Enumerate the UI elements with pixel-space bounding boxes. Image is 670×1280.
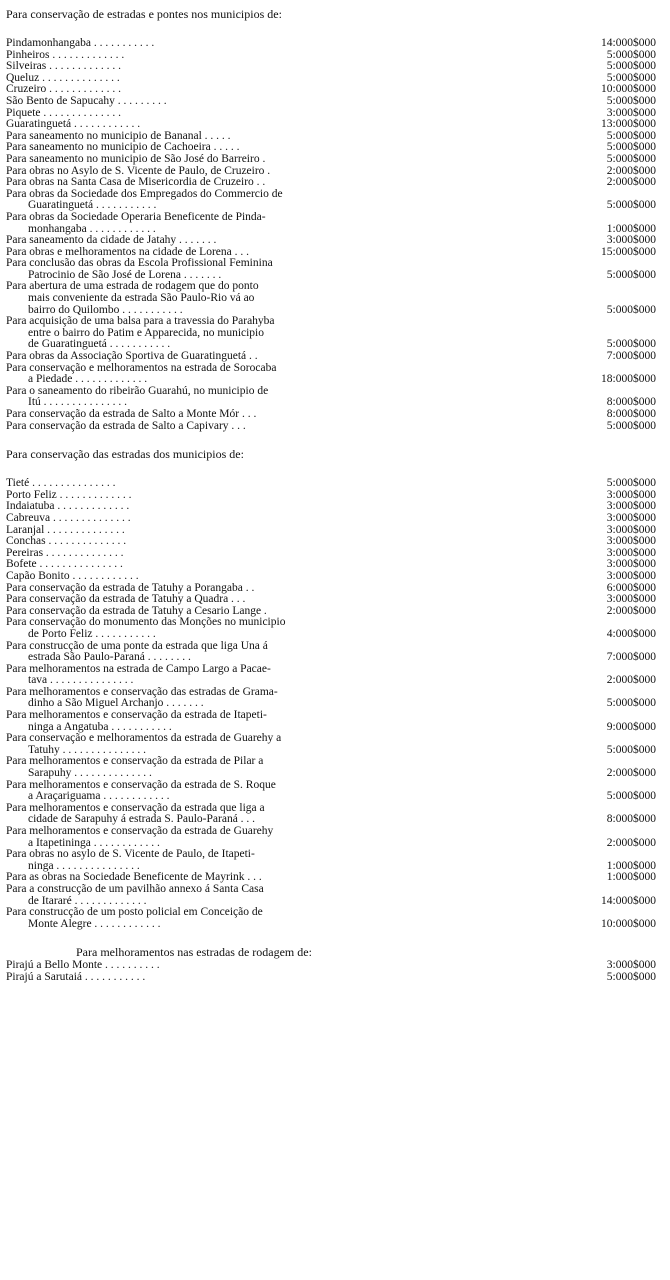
entry-description-line: estrada São Paulo-Paraná . . . . . . . . — [28, 652, 191, 664]
entry-description — [6, 154, 416, 166]
entry-description-line: Para conservação da estrada de Tatuhy a Cesario Lange . — [6, 605, 267, 617]
entry-description-line: Para obras da Sociedade dos Empregados do Commercio de — [6, 188, 283, 200]
entry-description — [6, 61, 416, 73]
entry-description-line: Cruzeiro . . . . . . . . . . . . . — [6, 84, 121, 96]
entry-description-line: Porto Feliz . . . . . . . . . . . . . — [6, 489, 132, 501]
entry-description — [6, 536, 416, 548]
entry-description-line: Para conservação do monumento das Monções no municipio — [6, 617, 286, 629]
entry-description — [6, 583, 416, 595]
entry-amount: 3:000$000 — [606, 500, 656, 513]
budget-entry — [6, 131, 658, 143]
entry-amount: 3:000$000 — [606, 488, 656, 501]
entry-description-line: Para obras da Sociedade Operaria Beneficente de Pinda- — [6, 211, 266, 223]
entry-description-line: Monte Alegre . . . . . . . . . . . . — [28, 918, 161, 930]
entry-description — [6, 38, 416, 50]
budget-entry — [6, 641, 658, 664]
entry-amount: 5:000$000 — [606, 697, 656, 710]
entry-description-line: Guaratinguetá . . . . . . . . . . . — [28, 200, 157, 212]
entry-description-line: Para melhoramentos na estrada de Campo Largo a Pacae- — [6, 663, 271, 675]
budget-entry — [6, 142, 658, 154]
entry-description — [6, 84, 416, 96]
entry-amount: 14:000$000 — [601, 37, 656, 49]
entry-description-line: Tieté . . . . . . . . . . . . . . . — [6, 478, 116, 490]
budget-entry — [6, 664, 658, 687]
budget-entry — [6, 108, 658, 120]
entry-description-line: entre o bairro do Patim e Apparecida, no municipio — [28, 327, 265, 339]
entry-description — [6, 907, 416, 930]
entry-description — [6, 73, 416, 85]
entry-description — [6, 131, 416, 143]
entry-amount: 4:000$000 — [606, 627, 656, 640]
budget-entry — [6, 583, 658, 595]
budget-entry — [6, 281, 658, 316]
entry-amount: 5:000$000 — [606, 129, 656, 142]
entry-description — [6, 641, 416, 664]
entry-amount: 1:000$000 — [606, 222, 656, 235]
budget-entry — [6, 780, 658, 803]
entry-description-line: a Itapetininga . . . . . . . . . . . . — [28, 837, 160, 849]
section-heading-estradas-rodagem: Para melhoramentos nas estradas de rodagem de: — [76, 945, 312, 960]
entry-description-line: Para as obras na Sociedade Beneficente de Mayrink . . . — [6, 872, 262, 884]
entry-list-section-1 — [6, 38, 658, 432]
entry-amount: 8:000$000 — [606, 408, 656, 420]
budget-entry — [6, 826, 658, 849]
budget-entry — [6, 247, 658, 259]
budget-entry — [6, 756, 658, 779]
entry-description — [6, 803, 416, 826]
entry-amount: 3:000$000 — [606, 558, 656, 571]
budget-entry — [6, 212, 658, 235]
entry-description-line: Queluz . . . . . . . . . . . . . . — [6, 72, 120, 84]
entry-amount: 8:000$000 — [606, 813, 656, 826]
budget-entry — [6, 559, 658, 571]
entry-amount: 8:000$000 — [606, 396, 656, 409]
budget-entry — [6, 606, 658, 618]
entry-amount: 3:000$000 — [606, 959, 656, 972]
entry-description — [6, 780, 416, 803]
entry-description — [6, 559, 416, 571]
entry-description — [6, 258, 416, 281]
budget-entry — [6, 617, 658, 640]
entry-description — [6, 513, 416, 525]
entry-description — [6, 972, 416, 984]
section-heading-estradas-municipios: Para conservação das estradas dos municipios de: — [6, 447, 244, 462]
entry-description-line: bairro do Quilombo . . . . . . . . . . . — [28, 304, 183, 316]
entry-amount: 2:000$000 — [606, 604, 656, 617]
entry-description-line: Para obras da Associação Sportiva de Guaratinguetá . . — [6, 351, 258, 363]
budget-entry — [6, 501, 658, 513]
entry-description — [6, 409, 416, 421]
entry-description-line: dinho a São Miguel Archanjo . . . . . . . — [28, 698, 204, 710]
entry-description-line: Para conservação e melhoramentos na estrada de Sorocaba — [6, 362, 277, 374]
entry-amount: 5:000$000 — [606, 48, 656, 61]
entry-description-line: Pindamonhangaba . . . . . . . . . . . — [6, 38, 155, 49]
entry-description — [6, 756, 416, 779]
entry-description — [6, 50, 416, 62]
entry-amount: 3:000$000 — [606, 535, 656, 548]
entry-amount: 2:000$000 — [606, 674, 656, 687]
entry-description — [6, 386, 416, 409]
entry-description — [6, 872, 416, 884]
budget-entry — [6, 872, 658, 884]
entry-description — [6, 733, 416, 756]
entry-description — [6, 142, 416, 154]
entry-description-line: tava . . . . . . . . . . . . . . . — [28, 675, 134, 687]
entry-description-line: Para conservação da estrada de Tatuhy a Quadra . . . — [6, 594, 246, 606]
budget-entry — [6, 548, 658, 560]
entry-amount: 5:000$000 — [606, 141, 656, 154]
entry-amount: 5:000$000 — [606, 60, 656, 73]
entry-amount: 10:000$000 — [601, 917, 656, 930]
budget-entry — [6, 409, 658, 421]
entry-amount: 2:000$000 — [606, 176, 656, 189]
entry-description-line: Para saneamento no municipio de Bananal . . . . . — [6, 130, 231, 142]
entry-description-line: Capão Bonito . . . . . . . . . . . . — [6, 570, 139, 582]
entry-description — [6, 247, 416, 259]
entry-amount: 10:000$000 — [601, 83, 656, 96]
entry-amount: 5:000$000 — [606, 94, 656, 107]
budget-entry — [6, 61, 658, 73]
entry-amount: 7:000$000 — [606, 350, 656, 363]
entry-description-line: Para saneamento no municipio de São José do Barreiro . — [6, 153, 266, 165]
budget-entry — [6, 177, 658, 189]
entry-description-line: Patrocinio de São José de Lorena . . . . . . . — [28, 269, 222, 281]
entry-description-line: Piquete . . . . . . . . . . . . . . — [6, 107, 121, 119]
budget-entry — [6, 189, 658, 212]
entry-description — [6, 710, 416, 733]
entry-description — [6, 316, 416, 351]
entry-description-line: Para construcção de um posto policial em Conceição de — [6, 907, 263, 919]
entry-description-line: Para saneamento da cidade de Jatahy . . . . . . . — [6, 235, 217, 247]
entry-description — [6, 166, 416, 178]
entry-description-line: Pinheiros . . . . . . . . . . . . . — [6, 49, 125, 61]
budget-entry — [6, 235, 658, 247]
entry-description-line: ninga . . . . . . . . . . . . . . . — [28, 860, 140, 872]
entry-description — [6, 826, 416, 849]
entry-description — [6, 501, 416, 513]
entry-description-line: mais conveniente da estrada São Paulo-Rio vá ao — [28, 293, 255, 305]
entry-description-line: Para conclusão das obras da Escola Profissional Feminina — [6, 258, 273, 270]
entry-amount: 3:000$000 — [606, 593, 656, 606]
entry-description-line: a Piedade . . . . . . . . . . . . . — [28, 374, 148, 386]
entry-description — [6, 849, 416, 872]
budget-entry — [6, 571, 658, 583]
entry-description — [6, 490, 416, 502]
entry-description — [6, 594, 416, 606]
entry-description-line: de Itararé . . . . . . . . . . . . . — [28, 895, 147, 907]
entry-description — [6, 664, 416, 687]
entry-description-line: Itú . . . . . . . . . . . . . . . — [28, 397, 128, 409]
entry-amount: 3:000$000 — [606, 511, 656, 524]
entry-description — [6, 96, 416, 108]
budget-entry — [6, 50, 658, 62]
entry-amount: 2:000$000 — [606, 767, 656, 780]
entry-description-line: Silveiras . . . . . . . . . . . . . — [6, 61, 121, 73]
entry-description-line: Para melhoramentos e conservação da estrada que liga a — [6, 802, 265, 814]
budget-entry — [6, 119, 658, 131]
entry-description-line: Tatuhy . . . . . . . . . . . . . . . — [28, 744, 147, 756]
entry-description-line: Para melhoramentos e conservação da estrada de S. Roque — [6, 779, 276, 791]
entry-description-line: Para acquisição de uma balsa para a travessia do Parahyba — [6, 316, 275, 328]
entry-description-line: Para melhoramentos e conservação da estrada de Guarehy — [6, 826, 274, 837]
entry-description — [6, 212, 416, 235]
budget-entry — [6, 478, 658, 490]
entry-description-line: a Araçariguama . . . . . . . . . . . . — [28, 791, 170, 803]
budget-entry — [6, 351, 658, 363]
budget-entry — [6, 166, 658, 178]
entry-description-line: Para melhoramentos e conservação da estrada de Pilar a — [6, 756, 264, 768]
entry-description-line: Para melhoramentos e conservação da estrada de Itapeti- — [6, 710, 267, 722]
entry-description-line: Pirajú a Sarutaiá . . . . . . . . . . . — [6, 971, 146, 983]
entry-description-line: Pereiras . . . . . . . . . . . . . . — [6, 547, 124, 559]
budget-entry — [6, 96, 658, 108]
entry-amount: 5:000$000 — [606, 419, 656, 432]
budget-entry — [6, 316, 658, 351]
entry-amount: 1:000$000 — [606, 871, 656, 884]
entry-description — [6, 525, 416, 537]
entry-description — [6, 281, 416, 316]
entry-description-line: Para obras no asylo de S. Vicente de Paulo, de Itapeti- — [6, 849, 255, 861]
entry-amount: 13:000$000 — [601, 118, 656, 131]
entry-description — [6, 478, 416, 490]
entry-amount: 3:000$000 — [606, 234, 656, 247]
entry-description — [6, 108, 416, 120]
entry-description — [6, 617, 416, 640]
budget-entry — [6, 733, 658, 756]
entry-amount: 18:000$000 — [601, 373, 656, 386]
budget-entry — [6, 687, 658, 710]
entry-amount: 5:000$000 — [606, 268, 656, 281]
entry-description-line: cidade de Sarapuhy á estrada S. Paulo-Paraná . . . — [28, 814, 256, 826]
entry-amount: 3:000$000 — [606, 569, 656, 582]
entry-description — [6, 119, 416, 131]
entry-description-line: Para conservação da estrada de Salto a Monte Mór . . . — [6, 409, 257, 420]
entry-description-line: Guaratinguetá . . . . . . . . . . . . — [6, 119, 141, 131]
budget-entry — [6, 38, 658, 50]
budget-entry — [6, 490, 658, 502]
section-heading-estradas-pontes: Para conservação de estradas e pontes nos municipios de: — [6, 7, 282, 21]
entry-description — [6, 177, 416, 189]
entry-description-line: São Bento de Sapucahy . . . . . . . . . — [6, 95, 167, 107]
budget-entry — [6, 84, 658, 96]
entry-description-line: monhangaba . . . . . . . . . . . . — [28, 223, 156, 235]
budget-entry — [6, 513, 658, 525]
budget-entry — [6, 536, 658, 548]
budget-entry — [6, 73, 658, 85]
entry-amount: 9:000$000 — [606, 720, 656, 733]
entry-description — [6, 606, 416, 618]
entry-description — [6, 687, 416, 710]
entry-description-line: Para obras na Santa Casa de Misericordia de Cruzeiro . . — [6, 177, 266, 189]
entry-amount: 5:000$000 — [606, 338, 656, 351]
budget-entry — [6, 907, 658, 930]
entry-description-line: Para conservação e melhoramentos da estrada de Guarehy a — [6, 733, 282, 745]
entry-list-section-2 — [6, 478, 658, 930]
budget-entry — [6, 884, 658, 907]
budget-entry — [6, 421, 658, 433]
entry-description-line: Para o saneamento do ribeirão Guarahú, no municipio de — [6, 385, 269, 397]
entry-description-line: Sarapuhy . . . . . . . . . . . . . . — [28, 768, 152, 780]
budget-entry — [6, 972, 658, 984]
entry-description-line: Cabreuva . . . . . . . . . . . . . . — [6, 512, 131, 524]
entry-description-line: ninga a Angatuba . . . . . . . . . . . — [28, 721, 172, 733]
entry-description-line: Laranjal . . . . . . . . . . . . . . — [6, 524, 125, 536]
budget-entry — [6, 258, 658, 281]
entry-description-line: Conchas . . . . . . . . . . . . . . — [6, 536, 127, 548]
budget-entry — [6, 960, 658, 972]
entry-amount: 15:000$000 — [601, 245, 656, 258]
entry-description — [6, 548, 416, 560]
entry-amount: 1:000$000 — [606, 859, 656, 872]
entry-amount: 3:000$000 — [606, 106, 656, 119]
entry-amount: 5:000$000 — [606, 743, 656, 756]
budget-entry — [6, 710, 658, 733]
entry-description — [6, 189, 416, 212]
entry-list-section-3 — [6, 960, 658, 983]
budget-entry — [6, 154, 658, 166]
budget-entry — [6, 803, 658, 826]
budget-entry — [6, 525, 658, 537]
entry-description — [6, 884, 416, 907]
entry-amount: 14:000$000 — [601, 894, 656, 907]
entry-description-line: Para abertura de uma estrada de rodagem que do ponto — [6, 281, 259, 293]
entry-description — [6, 960, 416, 972]
entry-description-line: Para obras e melhoramentos na cidade de Lorena . . . — [6, 246, 249, 258]
budget-entry — [6, 594, 658, 606]
entry-description-line: Para conservação da estrada de Salto a Capivary . . . — [6, 420, 246, 432]
entry-description-line: de Guaratinguetá . . . . . . . . . . . — [28, 339, 171, 351]
entry-description — [6, 351, 416, 363]
entry-description-line: Bofete . . . . . . . . . . . . . . . — [6, 559, 123, 571]
entry-amount: 5:000$000 — [606, 970, 656, 983]
entry-description-line: Para melhoramentos e conservação das estradas de Grama- — [6, 686, 278, 698]
entry-description — [6, 363, 416, 386]
entry-description-line: Para a construcção de um pavilhão annexo á Santa Casa — [6, 883, 264, 895]
entry-amount: 5:000$000 — [606, 152, 656, 165]
entry-amount: 5:000$000 — [606, 477, 656, 490]
entry-description-line: Para saneamento no municipio de Cachoeira . . . . . — [6, 142, 240, 154]
entry-description-line: Para conservação da estrada de Tatuhy a Porangaba . . — [6, 582, 255, 594]
entry-amount: 7:000$000 — [606, 651, 656, 664]
entry-description — [6, 235, 416, 247]
entry-description-line: Para construcção de uma ponte da estrada que liga Una á — [6, 640, 268, 652]
entry-amount: 5:000$000 — [606, 199, 656, 212]
entry-amount: 2:000$000 — [606, 836, 656, 849]
entry-description-line: Indaiatuba . . . . . . . . . . . . . — [6, 501, 130, 513]
entry-amount: 6:000$000 — [606, 581, 656, 594]
entry-description-line: Pirajú a Bello Monte . . . . . . . . . . — [6, 960, 160, 972]
entry-description — [6, 421, 416, 433]
budget-entry — [6, 363, 658, 386]
entry-amount: 2:000$000 — [606, 164, 656, 177]
entry-description-line: Para obras no Asylo de S. Vicente de Paulo, de Cruzeiro . — [6, 165, 271, 177]
entry-description — [6, 571, 416, 583]
budget-entry — [6, 849, 658, 872]
entry-description-line: de Porto Feliz . . . . . . . . . . . — [28, 628, 156, 640]
entry-amount: 3:000$000 — [606, 523, 656, 536]
entry-amount: 5:000$000 — [606, 71, 656, 84]
budget-entry — [6, 386, 658, 409]
entry-amount: 5:000$000 — [606, 303, 656, 316]
entry-amount: 5:000$000 — [606, 790, 656, 803]
entry-amount: 3:000$000 — [606, 546, 656, 559]
